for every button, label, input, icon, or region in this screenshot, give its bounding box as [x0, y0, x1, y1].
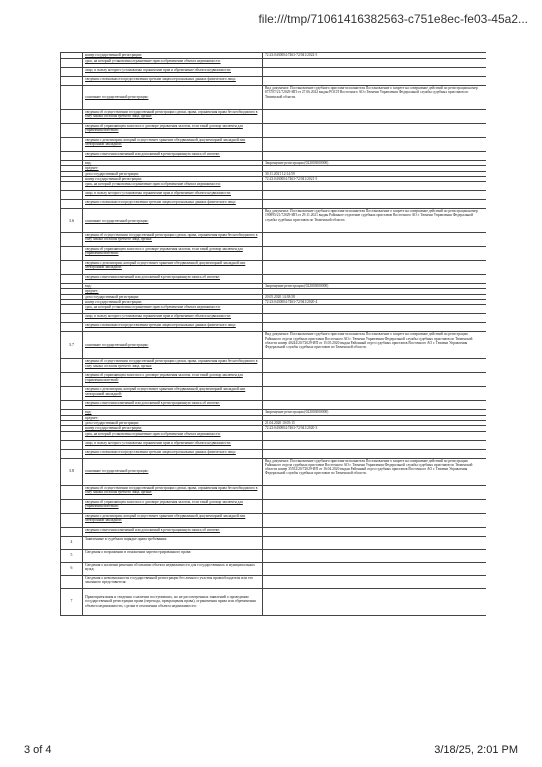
field-label: Заявленные в судебном порядке права требования: [83, 536, 263, 549]
field-label: сведения об управляющем залогом и о договоре управления залогом, если такой договор заключен для управления ипотекой: [83, 373, 263, 387]
table-row [61, 588, 487, 615]
field-label: лицо, в пользу которого установлены ограничение прав и обременение объекта недвижимости: [83, 440, 263, 449]
field-value [263, 359, 487, 373]
field-value: 72:23:0430004:7463-72/041/2021-5 [263, 176, 487, 181]
field-value [263, 124, 487, 138]
row-number [61, 527, 83, 536]
row-number [61, 387, 83, 401]
row-number [61, 323, 83, 332]
field-value [263, 314, 487, 323]
field-value [263, 513, 487, 527]
table-row [61, 191, 487, 200]
field-value [263, 449, 487, 458]
field-label: сведения о депозитарии, который осуществляет хранение обездвиженной документарной закладной или электронной закладной: [83, 261, 263, 275]
table-row [61, 536, 487, 549]
field-value [263, 77, 487, 86]
field-value [263, 549, 487, 562]
field-label: сведения о возможности предоставления третьим лицам персональных данных физического лица: [83, 200, 263, 209]
field-label: Правопритязания и сведения о наличии поступивших, но не рассмотренных заявлений о проведении государственной регистрации права (перехода, прекращения права), ограничения права или обременения объекта недвижимости, сделки в отношении объекта недвижимости: [83, 588, 263, 615]
field-value: 20.05.2020 14:38:58 [263, 294, 487, 299]
table-row [61, 359, 487, 373]
table-row [61, 387, 487, 401]
row-number: 3.7 [61, 332, 83, 359]
row-number [61, 124, 83, 138]
table-row [61, 549, 487, 562]
table-row [61, 59, 487, 68]
field-label: вид: [83, 410, 263, 415]
field-value: 21.04.2020 10:05:15 [263, 420, 487, 425]
field-label: срок, на который установлены ограничение прав и обременение объекта недвижимости: [83, 59, 263, 68]
field-value [263, 247, 487, 261]
field-label: предмет: [83, 289, 263, 294]
field-label: основание государственной регистрации: [83, 332, 263, 359]
table-row [61, 77, 487, 86]
field-label: дата государственной регистрации: [83, 171, 263, 176]
field-label: сведения об управляющем залогом и о договоре управления залогом, если такой договор заключен для управления ипотекой: [83, 124, 263, 138]
field-value [263, 305, 487, 314]
row-number [61, 261, 83, 275]
field-label: номер государственной регистрации: [83, 426, 263, 431]
row-number [61, 200, 83, 209]
row-number [61, 431, 83, 440]
table-row [61, 449, 487, 458]
field-label: сведения о возможности предоставления третьим лицам персональных данных физического лица: [83, 449, 263, 458]
field-value [263, 261, 487, 275]
print-footer [0, 744, 542, 764]
field-label: срок, на который установлены ограничение прав и обременение объекта недвижимости: [83, 431, 263, 440]
field-label: лицо, в пользу которого установлены ограничение прав и обременение объекта недвижимости: [83, 68, 263, 77]
print-header [0, 0, 542, 40]
field-label: вид: [83, 161, 263, 166]
field-label: сведения о внесении изменений или дополнений в регистрационную запись об ипотеке: [83, 401, 263, 410]
field-value: 72:23:0430004:7463-72/041/2022-5 [263, 53, 487, 59]
field-label: вид: [83, 284, 263, 289]
table-row [61, 527, 487, 536]
row-number [61, 440, 83, 449]
table-row [61, 323, 487, 332]
field-value [263, 233, 487, 247]
field-value [263, 191, 487, 200]
table-row [61, 152, 487, 161]
row-number: 7 [61, 588, 83, 615]
field-value: 72:23:0430004:7463-72/041/2020-3 [263, 426, 487, 431]
field-label: сведения о внесении изменений или дополнений в регистрационную запись об ипотеке: [83, 275, 263, 284]
field-label: дата государственной регистрации: [83, 294, 263, 299]
field-value [263, 182, 487, 191]
table-row [61, 440, 487, 449]
field-label: Сведения о невозможности государственной регистрации без личного участия правообладателя или его законного представителя: [83, 575, 263, 588]
table-row [61, 200, 487, 209]
table-row [61, 124, 487, 138]
row-number [61, 247, 83, 261]
field-label: сведения о внесении изменений или дополнений в регистрационную запись об ипотеке: [83, 152, 263, 161]
table-row [61, 373, 487, 387]
field-value [263, 68, 487, 77]
table-row [61, 332, 487, 359]
table-row [61, 499, 487, 513]
field-label: сведения об осуществлении государственной регистрации сделки, права, ограничения права без необходимого в силу закона согласия третьего лица, органа: [83, 233, 263, 247]
row-number: 4 [61, 536, 83, 549]
row-number [61, 449, 83, 458]
row-number [61, 191, 83, 200]
field-value [263, 440, 487, 449]
field-label: срок, на который установлены ограничение прав и обременение объекта недвижимости: [83, 182, 263, 191]
row-number [61, 138, 83, 152]
field-label: срок, на который установлены ограничение прав и обременение объекта недвижимости: [83, 305, 263, 314]
table-row [61, 209, 487, 233]
field-value [263, 152, 487, 161]
field-value: Запрещение регистрации (022003000000) [263, 284, 487, 289]
field-value [263, 588, 487, 615]
field-label: основание государственной регистрации: [83, 458, 263, 485]
field-label: сведения о возможности предоставления третьим лицам персональных данных физического лица: [83, 77, 263, 86]
table-row [61, 513, 487, 527]
row-number [61, 59, 83, 68]
field-value: Вид документа: Постановление судебного пристава-исполнителя Постановление о запрете на совершение действий по регистрации номер 190895/21/72029-ИП от 29.11.2021 выдан Районное отделение судебных приставов Восточного АО г. Тюмени Управления Федеральной службы судебных приставов по Тюменской области. [263, 209, 487, 233]
field-value [263, 387, 487, 401]
table-row [61, 431, 487, 440]
field-value: Вид документа: Постановление судебного пристава-исполнителя Постановление о запрете на совершение действий по регистрации номер 873707/21/72029-ИП от 27.06.2022 выдан РОСП Восточного АО г.Тюмени Управления Федеральной службы судебных приставов по Тюменской области. [263, 86, 487, 110]
row-number [61, 513, 83, 527]
table-row [61, 305, 487, 314]
field-label: Сведения о возражении в отношении зарегистрированного права: [83, 549, 263, 562]
field-label: основание государственной регистрации: [83, 86, 263, 110]
field-value: 30.11.2021 12:14:59 [263, 171, 487, 176]
print-date: 3/18/25, 2:01 PM [434, 744, 518, 756]
field-label: сведения о депозитарии, который осуществляет хранение обездвиженной документарной закладной или электронной закладной: [83, 387, 263, 401]
row-number [61, 275, 83, 284]
field-value [263, 138, 487, 152]
field-value [263, 562, 487, 575]
print-url: file:///tmp/71061416382563-c751e8ec-fe03-45a2... [258, 12, 528, 26]
field-value: Вид документа: Постановление судебного пристава-исполнителя Постановление о запрете на совершение действий по регистрации Районного отдела судебных приставов Восточного АО г. Тюмени Управления Федеральной службы судебных приставов по Тюменской области номер 40244/20/72029-ИП от 15.05.2020 выдан Районный отдел судебных приставов Восточного АО г. Тюмени Управления Федеральной службы судебных приставов по Тюменской области. [263, 332, 487, 359]
row-number: 5 [61, 549, 83, 562]
table-row [61, 485, 487, 499]
field-value [263, 59, 487, 68]
field-label: номер государственной регистрации: [83, 176, 263, 181]
field-label: сведения об осуществлении государственной регистрации сделки, права, ограничения права без необходимого в силу закона согласия третьего лица, органа: [83, 110, 263, 124]
row-number: 3.6 [61, 209, 83, 233]
field-value: Запрещение регистрации (022003000000) [263, 410, 487, 415]
field-label: номер государственной регистрации: [83, 300, 263, 305]
registry-extract-body [61, 53, 487, 616]
row-number [61, 401, 83, 410]
row-number [61, 359, 83, 373]
table-row [61, 562, 487, 575]
field-value [263, 110, 487, 124]
page-number: 3 of 4 [24, 744, 52, 756]
field-value [263, 323, 487, 332]
field-label: сведения об осуществлении государственной регистрации сделки, права, ограничения права без необходимого в силу закона согласия третьего лица, органа: [83, 485, 263, 499]
field-label: сведения о депозитарии, который осуществляет хранение обездвиженной документарной закладной или электронной закладной: [83, 513, 263, 527]
row-number [61, 110, 83, 124]
table-row [61, 401, 487, 410]
row-number [61, 575, 83, 588]
row-number [61, 86, 83, 110]
table-row [61, 575, 487, 588]
field-value [263, 485, 487, 499]
field-value [263, 401, 487, 410]
row-number [61, 77, 83, 86]
table-row [61, 86, 487, 110]
field-value: 72:23:0430004:7463-72/041/2020-4 [263, 300, 487, 305]
table-row [61, 261, 487, 275]
table-row [61, 182, 487, 191]
field-value: Вид документа: Постановление судебного пристава-исполнителя Постановление о запрете на совершение действий по регистрации Районного отдела судебных приставов Восточного АО г. Тюмени Управления Федеральной службы судебных приставов по Тюменской области номер 35552/20/72029-ИП от 16.04.2020 выдан Районный отдел судебных приставов Восточного АО г. Тюмени Управления Федеральной службы судебных приставов по Тюменской области. [263, 458, 487, 485]
field-label: предмет: [83, 166, 263, 171]
field-label: номер государственной регистрации: [83, 53, 263, 59]
row-number: 6 [61, 562, 83, 575]
row-number [61, 314, 83, 323]
field-value [263, 275, 487, 284]
table-row [61, 138, 487, 152]
row-number: 3.8 [61, 458, 83, 485]
field-label: сведения об управляющем залогом и о договоре управления залогом, если такой договор заключен для управления ипотекой: [83, 499, 263, 513]
table-row [61, 275, 487, 284]
row-number [61, 499, 83, 513]
table-row [61, 458, 487, 485]
field-value [263, 536, 487, 549]
field-label: лицо, в пользу которого установлены ограничение прав и обременение объекта недвижимости: [83, 314, 263, 323]
field-label: сведения о депозитарии, который осуществляет хранение обездвиженной документарной закладной или электронной закладной: [83, 138, 263, 152]
field-label: сведения об управляющем залогом и о договоре управления залогом, если такой договор заключен для управления ипотекой: [83, 247, 263, 261]
field-value: Запрещение регистрации (022003000000) [263, 161, 487, 166]
table-row [61, 110, 487, 124]
registry-extract-table [60, 52, 486, 616]
table-row [61, 68, 487, 77]
field-value [263, 575, 487, 588]
field-value [263, 431, 487, 440]
table-row [61, 233, 487, 247]
field-label: основание государственной регистрации: [83, 209, 263, 233]
field-label: сведения об осуществлении государственной регистрации сделки, права, ограничения права без необходимого в силу закона согласия третьего лица, органа: [83, 359, 263, 373]
field-label: сведения о возможности предоставления третьим лицам персональных данных физического лица: [83, 323, 263, 332]
field-label: предмет: [83, 415, 263, 420]
field-value [263, 527, 487, 536]
table-row [61, 247, 487, 261]
field-label: сведения о внесении изменений или дополнений в регистрационную запись об ипотеке: [83, 527, 263, 536]
field-value [263, 499, 487, 513]
row-number [61, 233, 83, 247]
document-page [60, 52, 486, 740]
field-label: Сведения о наличии решения об изъятии объекта недвижимости для государственных и муниципальных нужд: [83, 562, 263, 575]
row-number [61, 152, 83, 161]
table-row [61, 314, 487, 323]
row-number [61, 182, 83, 191]
field-label: лицо, в пользу которого установлены ограничение прав и обременение объекта недвижимости: [83, 191, 263, 200]
row-number [61, 485, 83, 499]
field-value [263, 200, 487, 209]
field-label: дата государственной регистрации: [83, 420, 263, 425]
row-number [61, 373, 83, 387]
field-value [263, 373, 487, 387]
row-number [61, 68, 83, 77]
row-number [61, 305, 83, 314]
